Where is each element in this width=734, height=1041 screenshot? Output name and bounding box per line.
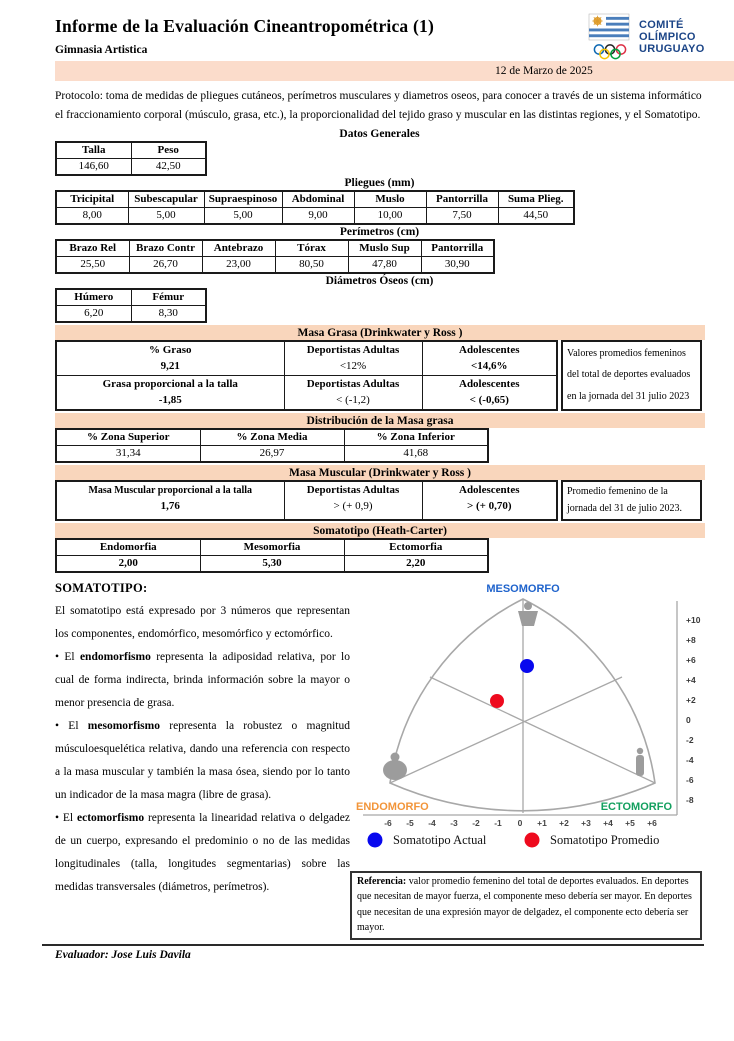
olympic-committee-logo [587, 13, 729, 63]
legend-actual-dot [368, 832, 383, 847]
pliegues-heading: Pliegues (mm) [344, 177, 415, 190]
svg-text:+2: +2 [559, 817, 569, 828]
distribucion-bar: Distribución de la Masa grasa [55, 413, 705, 428]
protocol-text: Protocolo: toma de medidas de pliegues cutáneos, perímetros musculares y diametros oseos, para conocer a través de un sistema informático el fraccionamiento corporal (músculo, grasa, etc.), la proporcionalidad del tejido graso y muscular en las distintas regiones, y el Somatotipo. [55, 90, 702, 121]
reference-cell: Deportistas Adultas < (-1,2) [284, 376, 422, 411]
header-cell: Subescapular [128, 191, 204, 208]
perimetros-heading: Perímetros (cm) [339, 226, 420, 239]
evaluator-signature [55, 949, 704, 961]
header-cell: Pantorrilla [426, 191, 498, 208]
legend-actual-label: Somatotipo Actual [393, 832, 487, 847]
masa-muscular-note: Promedio femenino de la jornada del 31 de julio 2023. [561, 480, 702, 520]
somatotipo-section [55, 579, 734, 940]
svg-text:+6: +6 [686, 654, 696, 665]
value-cell: 2,00 [56, 555, 200, 572]
masa-muscular-bar: Masa Muscular (Drinkwater y Ross ) [55, 465, 705, 480]
somatochart-panel [350, 579, 734, 940]
svg-text:+4: +4 [686, 674, 696, 685]
paragraph: • El ectomorfismo representa la linearidad relativa o delgadez de un cuerpo, expresando el predominio o no de las medidas longitudinales (talla, longitudes segmentarias) sobre las medidas transversales (diámetros, perímetros). [55, 811, 350, 893]
value-cell: 31,34 [56, 446, 200, 463]
value-cell: 23,00 [202, 257, 275, 274]
somatotipo-description [55, 579, 350, 940]
masa-muscular-table [55, 480, 558, 520]
svg-text:+8: +8 [686, 634, 696, 645]
svg-text:URUGUAYO: URUGUAYO [639, 43, 705, 55]
actual-point [520, 659, 534, 673]
y-axis-ticks [686, 615, 701, 805]
svg-text:+2: +2 [686, 694, 696, 705]
value-cell: 10,00 [354, 208, 426, 225]
paragraph: • El endomorfismo representa la adiposidad relativa, por lo cual de forma indirecta, brinda información sobre la mayor o menor presencia de grasa. [55, 650, 350, 709]
header-cell: Ectomorfia [344, 539, 488, 556]
metric-cell: Masa Muscular proporcional a la talla 1,76 [56, 481, 284, 519]
paragraph: El somatotipo está expresado por 3 números que representan los componentes, endomórfico, mesomórfico y ectomórfico. [55, 604, 350, 640]
reference-cell: Adolescentes < (-0,65) [422, 376, 557, 411]
value-cell: 41,68 [344, 446, 488, 463]
svg-text:-2: -2 [472, 817, 480, 828]
masa-muscular-block [55, 480, 704, 520]
perimetros-table [55, 239, 495, 274]
value-cell: 44,50 [498, 208, 574, 225]
value-cell: 5,30 [200, 555, 344, 572]
olympic-rings-icon [594, 45, 625, 59]
header-cell: % Zona Inferior [344, 429, 488, 446]
header-cell: Húmero [56, 289, 131, 306]
header-cell: % Zona Superior [56, 429, 200, 446]
header-cell: Endomorfia [56, 539, 200, 556]
svg-text:-6: -6 [686, 774, 694, 785]
value-cell: 26,97 [200, 446, 344, 463]
legend-promedio-dot [525, 832, 540, 847]
masa-grasa-block [55, 340, 704, 411]
ectomorfo-label: ECTOMORFO [600, 800, 672, 813]
somatochart-axes [363, 599, 677, 815]
value-cell: 25,50 [56, 257, 129, 274]
header-cell: Brazo Contr [129, 240, 202, 257]
page-title: Informe de la Evaluación Cineantropométrica (1) [55, 16, 434, 36]
sport-subtitle: Gimnasia Artistica [55, 44, 148, 56]
svg-text:-4: -4 [686, 754, 694, 765]
value-cell: 9,00 [282, 208, 354, 225]
endomorph-figure-icon [383, 752, 407, 780]
report-date: 12 de Marzo de 2025 [495, 65, 593, 77]
header-cell: Pantorrilla [421, 240, 494, 257]
masa-grasa-table [55, 340, 558, 411]
svg-text:+1: +1 [537, 817, 547, 828]
svg-text:-1: -1 [494, 817, 502, 828]
datos-generales-heading: Datos Generales [339, 128, 420, 141]
promedio-point [490, 694, 504, 708]
value-cell: 26,70 [129, 257, 202, 274]
pliegues-table [55, 190, 575, 225]
header-cell: Suma Plieg. [498, 191, 574, 208]
header-cell: Peso [131, 142, 206, 159]
header-cell: Mesomorfia [200, 539, 344, 556]
svg-text:-2: -2 [686, 734, 694, 745]
svg-text:-6: -6 [384, 817, 392, 828]
svg-text:OLÍMPICO: OLÍMPICO [639, 31, 696, 43]
svg-text:0: 0 [686, 714, 691, 725]
value-cell: 42,50 [131, 159, 206, 176]
reference-cell: Adolescentes <14,6% [422, 341, 557, 376]
value-cell: 6,20 [56, 306, 131, 323]
value-cell: 146,60 [56, 159, 131, 176]
reference-cell: Adolescentes > (+ 0,70) [422, 481, 557, 519]
svg-text:+3: +3 [581, 817, 591, 828]
referencia-text: valor promedio femenino del total de deportes evaluados. En deportes que necesitan de mayor fuerza, el componente meso debería ser mayor. En deportes que necesitan de una expresión mayor de delgadez, el componente ecto debería ser mayor. [357, 875, 692, 934]
somatochart [350, 579, 734, 869]
mesomorfo-label: MESOMORFO [486, 582, 560, 595]
value-cell: 80,50 [275, 257, 348, 274]
svg-text:+5: +5 [625, 817, 635, 828]
header-cell: Antebrazo [202, 240, 275, 257]
value-cell: 47,80 [348, 257, 421, 274]
ectomorph-figure-icon [636, 747, 644, 775]
value-cell: 8,00 [56, 208, 128, 225]
svg-text:-4: -4 [428, 817, 436, 828]
endomorfo-label: ENDOMORFO [356, 800, 429, 813]
header-cell: Fémur [131, 289, 206, 306]
svg-text:0: 0 [517, 817, 523, 828]
somatotipo-table [55, 538, 489, 573]
header-cell: % Zona Media [200, 429, 344, 446]
value-cell: 5,00 [204, 208, 282, 225]
referencia-box [350, 871, 702, 940]
value-cell: 7,50 [426, 208, 498, 225]
metric-cell: Grasa proporcional a la talla -1,85 [56, 376, 284, 411]
masa-grasa-bar: Masa Grasa (Drinkwater y Ross ) [55, 325, 705, 340]
sun-icon [592, 16, 602, 26]
header-cell: Muslo Sup [348, 240, 421, 257]
svg-text:-8: -8 [686, 794, 694, 805]
header-cell: Brazo Rel [56, 240, 129, 257]
distribucion-table [55, 428, 489, 463]
svg-text:-3: -3 [450, 817, 458, 828]
header-cell: Tricipital [56, 191, 128, 208]
date-bar [55, 61, 734, 81]
referencia-label: Referencia: [357, 875, 407, 887]
svg-text:COMITÉ: COMITÉ [639, 19, 684, 31]
value-cell: 5,00 [128, 208, 204, 225]
header-cell: Talla [56, 142, 131, 159]
datos-generales-table [55, 141, 207, 176]
header-cell: Tórax [275, 240, 348, 257]
paragraph: • El mesomorfismo representa la robustez o magnitud músculoesquelética relativa, dando una referencia con respecto a la masa muscular y también la masa ósea, siendo por lo tanto un indicador de la masa magra (libre de grasa). [55, 719, 350, 801]
svg-text:+10: +10 [686, 614, 701, 625]
value-cell: 30,90 [421, 257, 494, 274]
svg-text:+4: +4 [603, 817, 613, 828]
value-cell: 2,20 [344, 555, 488, 572]
svg-text:+6: +6 [647, 817, 657, 828]
x-axis-ticks [384, 818, 657, 828]
svg-text:-5: -5 [406, 817, 414, 828]
chart-legend [368, 832, 660, 847]
evaluator-label: Evaluador: [55, 948, 112, 961]
somatotipo-bar: Somatotipo (Heath-Carter) [55, 523, 705, 538]
footer-divider [42, 944, 704, 946]
diametros-heading: Diámetros Óseos (cm) [325, 275, 434, 288]
logo-wordmark [639, 18, 705, 55]
legend-promedio-label: Somatotipo Promedio [550, 832, 660, 847]
diametros-table [55, 288, 207, 323]
somatotipo-heading: SOMATOTIPO: [55, 580, 148, 595]
masa-grasa-note: Valores promedios femeninos del total de deportes evaluados en la jornada del 31 julio 2023 [561, 340, 702, 411]
reference-cell: Deportistas Adultas > (+ 0,9) [284, 481, 422, 519]
reference-cell: Deportistas Adultas <12% [284, 341, 422, 376]
header-cell: Abdominal [282, 191, 354, 208]
evaluator-name: Jose Luis Davila [111, 948, 191, 961]
uruguay-flag-icon [589, 14, 629, 40]
value-cell: 8,30 [131, 306, 206, 323]
metric-cell: % Graso 9,21 [56, 341, 284, 376]
header-cell: Supraespinoso [204, 191, 282, 208]
header-cell: Muslo [354, 191, 426, 208]
